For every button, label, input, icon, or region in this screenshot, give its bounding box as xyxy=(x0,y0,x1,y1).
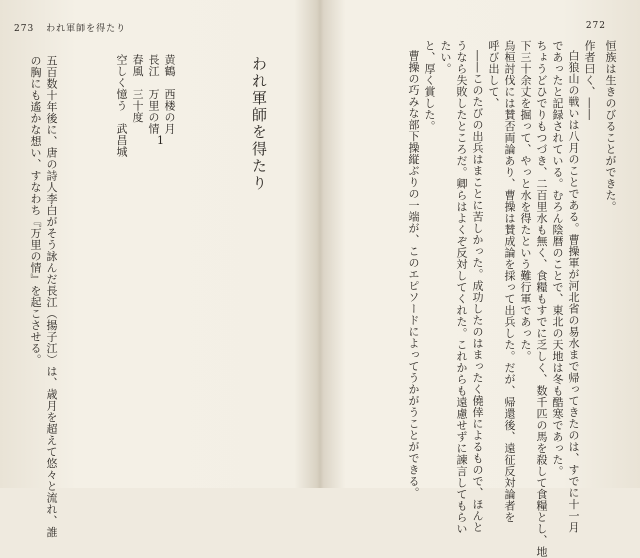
right-body-line-10: うなら失敗したところだ。卿らはよくぞ反対してくれた。これからも遠慮せずに諫言してもらい xyxy=(455,40,468,535)
right-body-line-9: ――このたびの出兵はまことに苦しかった。成功したのはまったく僥倖によるもので、ほんと xyxy=(471,50,484,533)
right-page xyxy=(322,0,640,558)
left-page xyxy=(0,0,318,538)
left-page-number: 273 xyxy=(14,24,35,34)
chapter-title: われ軍師を得たり xyxy=(250,56,268,192)
right-body-line-2: 作者曰く、―― xyxy=(583,40,596,121)
right-body-line-6: 下三十余丈を掘って、やっと水を得たという難行軍であった。 xyxy=(519,40,532,362)
poem-line-4: 黄鶴 西楼の月 xyxy=(163,54,176,135)
right-body-line-1: 恒族は生きのびることができた。 xyxy=(604,40,617,213)
left-running-head: われ軍師を得たり xyxy=(46,24,127,34)
right-page-header xyxy=(578,21,606,31)
right-body-line-11: たい。 xyxy=(439,40,452,75)
section-number: 1 xyxy=(157,134,164,147)
left-page-header xyxy=(14,21,126,34)
right-body-line-4: であったと記録されている。むろん陰暦のことで、東北の天地は冬も酷寒であった。 xyxy=(551,40,564,477)
right-body-line-5: ちょうどひでりもつづき、二百里水も無く、食糧もすでに乏しく、数千匹の馬を殺して食糧とし、地 xyxy=(535,40,548,558)
right-body-line-7: 烏桓討伐には賛否両論あり、曹操は賛成論を採って出兵した。だが、帰還後、遠征反対論者を xyxy=(503,40,516,523)
right-body-line-3: 白狼山の戦いは八月のことである。曹操軍が河北省の易水まで帰ってきたのは、すでに十一月 xyxy=(567,50,580,533)
left-body-line-2: の胸にも遙かな想い、すなわち『万里の情』を起こさせる。 xyxy=(29,55,42,366)
right-body-line-12: と、厚く賞した。 xyxy=(423,40,436,132)
poem-line-1: 空しく憶う 武昌城 xyxy=(115,54,128,158)
right-body-line-8: 呼び出して、 xyxy=(487,40,500,109)
poem-line-3: 長江 万里の情 xyxy=(147,54,160,135)
left-body-line-1: 五百数十年後に、唐の詩人李白がそう詠んだ長江（揚子江）は、歳月を超えて悠々と流れ、誰 xyxy=(45,55,58,538)
poem-line-2: 春風 三十度 xyxy=(131,54,144,123)
right-page-number: 272 xyxy=(585,21,606,31)
right-body-line-13: 曹操の巧みな部下操縦ぶりの一端が、このエピソードによってうかがうことができる。 xyxy=(407,50,420,499)
